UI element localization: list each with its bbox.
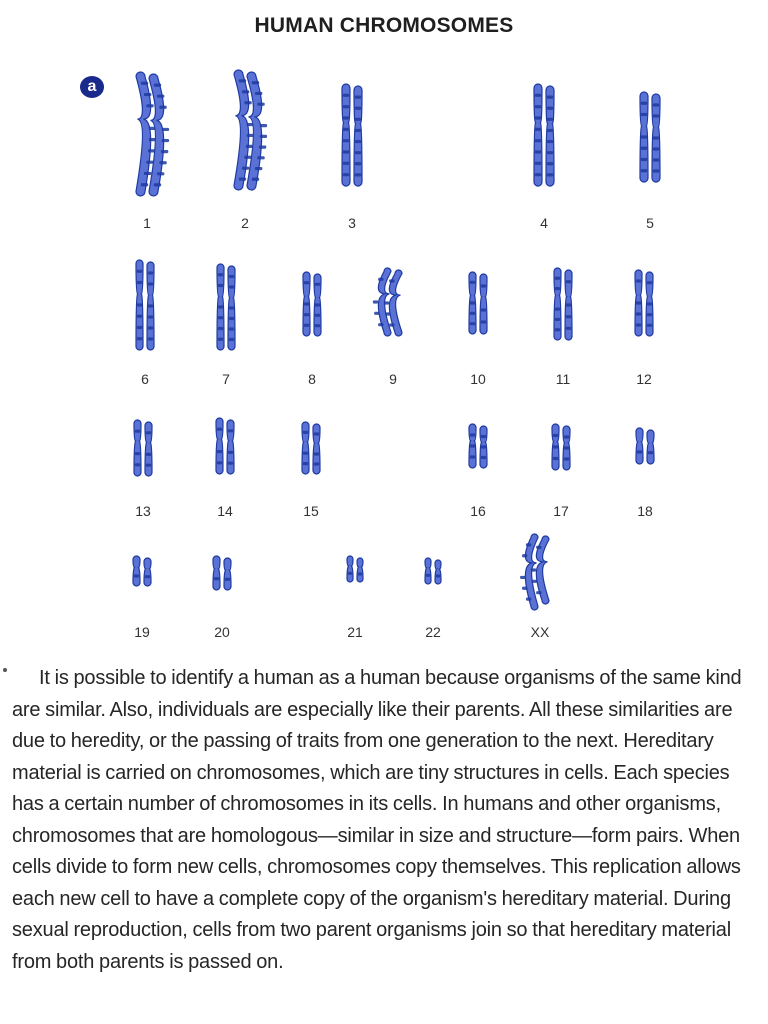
chromosome-band [426, 574, 430, 577]
chromosome-label: 14 [217, 503, 233, 519]
chromosome-label: 10 [470, 371, 486, 387]
chromosome-band [535, 94, 541, 97]
chromatid-left [425, 558, 431, 584]
chromosome-band [252, 178, 259, 181]
chromosome-band [228, 429, 233, 432]
chromosome-band [481, 320, 486, 323]
chromatid-left [216, 418, 223, 474]
chromatid-left [534, 84, 542, 186]
chromosome-pair [469, 424, 487, 468]
chromosome-band [146, 161, 153, 164]
chromosome-band [146, 431, 151, 434]
chromosome-band [555, 308, 560, 311]
chromosome-band [315, 303, 320, 306]
chromatid-right [144, 558, 151, 586]
chromosome-band [566, 327, 571, 330]
chromosome-band [520, 576, 525, 579]
chromosome-pair [552, 424, 570, 470]
chromosome-band [531, 568, 536, 571]
chromosome-band [535, 128, 541, 131]
chromosome-band [135, 430, 140, 433]
chromosome-band [217, 450, 222, 453]
chromosome-band [653, 136, 659, 139]
chromosome-band [389, 279, 394, 282]
chromosome-band [255, 92, 262, 95]
chromosome-band [547, 118, 553, 121]
chromosome-band [470, 444, 475, 447]
chromosome-band [304, 313, 309, 316]
chromosome-pair [136, 72, 169, 196]
chromosome-band [137, 315, 142, 318]
chromosome-band [647, 313, 652, 316]
chromosome-band [148, 282, 153, 285]
chromosome-band [532, 580, 537, 583]
chromosome-band [214, 577, 219, 580]
chromosome-pair [213, 556, 231, 590]
chromosome-band [252, 81, 259, 84]
chromatid-right [227, 420, 234, 474]
chromosome-pair [534, 84, 554, 186]
chromatid-right [313, 424, 320, 474]
chromosome-pair [520, 534, 549, 610]
chromosome-band [303, 431, 308, 434]
chromosome-band [304, 281, 309, 284]
chromosome-label: 1 [143, 215, 151, 231]
chromosome-band [343, 128, 349, 131]
bullet-mark [3, 668, 7, 672]
chromosome-band [641, 158, 647, 161]
chromosome-band [348, 572, 352, 575]
chromosome-band [314, 462, 319, 465]
chromosome-band [314, 432, 319, 435]
chromosome-band [564, 435, 569, 438]
chromosome-band [228, 462, 233, 465]
chromatid-left [302, 422, 309, 474]
chromosome-band [218, 316, 223, 319]
chromosome-label: 5 [646, 215, 654, 231]
chromosome-band [637, 450, 642, 453]
chromosome-band [229, 306, 234, 309]
chromosome-band [315, 283, 320, 286]
chromosome-band [536, 546, 541, 549]
chromosome-pair [373, 268, 402, 336]
chromosome-label: 20 [214, 624, 230, 640]
chromatid-right [357, 558, 363, 582]
chromosome-band [141, 183, 148, 186]
chromosome-band [343, 139, 349, 142]
chromosome-band [144, 93, 151, 96]
chromosome-label: 17 [553, 503, 569, 519]
chromosome-band [343, 173, 349, 176]
chromosome-band [555, 318, 560, 321]
chromosome-band [555, 328, 560, 331]
chromosome-band [648, 451, 653, 454]
chromosome-band [229, 275, 234, 278]
chromosome-band [547, 173, 553, 176]
chromosome-band [145, 575, 150, 578]
chromosome-band [436, 574, 440, 577]
chromosome-pair [342, 84, 362, 186]
chromosome-label: 8 [308, 371, 316, 387]
chromosome-band [355, 118, 361, 121]
chromosome-band [481, 435, 486, 438]
figure-badge: a [80, 76, 104, 98]
chromosome-label: 16 [470, 503, 486, 519]
chromosome-band [470, 322, 475, 325]
chromosome-pair [136, 260, 154, 350]
chromosome-pair [636, 428, 654, 464]
chromosome-band [217, 428, 222, 431]
chromosome-band [553, 445, 558, 448]
chromosome-band [384, 301, 389, 304]
chromosome-band [470, 301, 475, 304]
chromosome-band [535, 139, 541, 142]
chromosome-label: 19 [134, 624, 150, 640]
chromosome-band [148, 315, 153, 318]
chromosome-label: 4 [540, 215, 548, 231]
page-title: HUMAN CHROMOSOMES [254, 14, 514, 37]
chromatid-right [546, 86, 554, 186]
chromosome-band [641, 102, 647, 105]
chromosome-band [566, 315, 571, 318]
chromosome-band [385, 312, 390, 315]
chromosome-band [555, 277, 560, 280]
chromosome-band [157, 172, 164, 175]
chromosome-label: XX [530, 624, 550, 640]
chromosome-band [355, 173, 361, 176]
chromosome-band [257, 156, 264, 159]
chromosome-label: 18 [637, 503, 653, 519]
chromosome-band [146, 104, 153, 107]
chromosome-band [535, 162, 541, 165]
chromosome-band [244, 156, 251, 159]
chromosome-band [564, 457, 569, 460]
chromosome-band [481, 456, 486, 459]
chromosome-band [553, 434, 558, 437]
chromosome-band [547, 140, 553, 143]
chromosome-band [259, 145, 266, 148]
chromosome-band [470, 455, 475, 458]
chromosome-band [522, 587, 527, 590]
chromosome-band [229, 285, 234, 288]
chromosome-band [244, 101, 251, 104]
chromosome-band [653, 103, 659, 106]
chromosome-band [260, 135, 267, 138]
chromosome-band [137, 326, 142, 329]
chromosome-label: 21 [347, 624, 363, 640]
chromatid-left [133, 556, 140, 586]
chromosome-band [135, 452, 140, 455]
chromosome-band [148, 326, 153, 329]
chromosome-band [148, 337, 153, 340]
chromosome-band [555, 287, 560, 290]
chromosome-band [526, 543, 531, 546]
chromosome-pair [302, 422, 320, 474]
chromosome-band [481, 445, 486, 448]
chromosome-band [535, 116, 541, 119]
chromosome-band [378, 278, 383, 281]
chromosome-band [242, 90, 249, 93]
chromosome-band [355, 151, 361, 154]
chromatid-left [347, 556, 353, 582]
chromosome-label: 11 [555, 371, 571, 387]
chromosome-band [522, 554, 527, 557]
chromosome-band [148, 304, 153, 307]
body-paragraph: It is possible to identify a human as a human because organisms of the same kind are similar. Also, individuals are especially like their parents. All these similarities are due to heredity, or the passing of traits from one generation to the next. Hereditary material is carried on chromosomes, which are tiny structures in cells. Each species has a certain number of chromosomes in its cells. In humans and other organisms, chromosomes that are homologous—similar in size and structure—form pairs. When cells divide to form new cells, chromosomes copy themselves. This replication allows each new cell to have a complete copy of the organism's hereditary material. During sexual reproduction, cells from two parent organisms join so that hereditary material from both parents is passed on. [12, 667, 742, 973]
chromosome-label: 13 [135, 503, 151, 519]
chromatid-right [354, 86, 362, 186]
chromosome-band [239, 177, 246, 180]
chromosome-band [315, 324, 320, 327]
chromosome-band [162, 139, 169, 142]
chromosome-band [157, 95, 164, 98]
chromosome-band [547, 107, 553, 110]
chromosome-band [134, 574, 139, 577]
chromosome-band [225, 578, 230, 581]
chromosome-band [564, 446, 569, 449]
chromatid-right [435, 560, 441, 584]
chromosome-band [355, 129, 361, 132]
chromosome-label: 6 [141, 371, 149, 387]
chromosome-band [566, 303, 571, 306]
chromosome-band [260, 124, 267, 127]
chromosome-pair [217, 264, 235, 350]
chromosome-pair [134, 420, 152, 476]
chromosome-band [636, 312, 641, 315]
chromosome-band [146, 453, 151, 456]
chromosome-band [144, 172, 151, 175]
chromosome-band [374, 312, 379, 315]
chromosome-band [641, 169, 647, 172]
chromosome-band [146, 464, 151, 467]
chromosome-band [647, 302, 652, 305]
chromosome-band [547, 129, 553, 132]
chromosome-band [228, 451, 233, 454]
chromosome-band [647, 324, 652, 327]
chromosome-band [229, 327, 234, 330]
chromatid-right [224, 558, 231, 590]
chromosome-band [137, 270, 142, 273]
chromosome-band [159, 106, 166, 109]
chromosome-band [229, 317, 234, 320]
chromosome-band [358, 572, 362, 575]
chromosome-band [148, 271, 153, 274]
chromosome-band [154, 183, 161, 186]
chromosome-band [653, 147, 659, 150]
chromosome-band [636, 279, 641, 282]
chromosome-band [343, 116, 349, 119]
chromatid-left [636, 428, 643, 464]
chromosome-pair [234, 70, 267, 190]
chromosome-band [315, 314, 320, 317]
chromosome-band [343, 150, 349, 153]
chromosome-label: 15 [303, 503, 319, 519]
chromosome-label: 12 [636, 371, 652, 387]
chromosome-band [161, 150, 168, 153]
chromosome-pair [554, 268, 572, 340]
chromosome-band [355, 162, 361, 165]
chromosome-pair [303, 272, 321, 336]
chromatid-left [234, 70, 249, 190]
chromosome-band [141, 82, 148, 85]
chromosome-band [389, 323, 394, 326]
chromosome-band [547, 96, 553, 99]
chromosome-band [355, 107, 361, 110]
chromosome-band [636, 301, 641, 304]
chromosome-pair [635, 270, 653, 336]
chromosome-band [636, 323, 641, 326]
chromatid-left [213, 556, 220, 590]
chromosome-band [641, 113, 647, 116]
chromosome-band [343, 105, 349, 108]
chromosome-pair [216, 418, 234, 474]
chromosome-band [641, 147, 647, 150]
chromosome-band [647, 281, 652, 284]
chromosome-band [137, 303, 142, 306]
chromosome-band [162, 128, 169, 131]
chromatid-right [145, 422, 152, 476]
chromatid-left [134, 420, 141, 476]
chromosome-pair [133, 556, 151, 586]
chromosome-band [218, 305, 223, 308]
chromosome-band [257, 103, 264, 106]
chromosome-band [535, 105, 541, 108]
chromosome-label: 9 [389, 371, 397, 387]
chromosome-band [343, 94, 349, 97]
chromosome-band [535, 150, 541, 153]
chromosome-band [355, 140, 361, 143]
chromosome-band [218, 338, 223, 341]
chromosome-band [218, 273, 223, 276]
chromosome-band [304, 324, 309, 327]
chromosome-band [653, 158, 659, 161]
chromosome-band [373, 300, 378, 303]
chromosome-band [536, 591, 541, 594]
chromatid-right [247, 72, 262, 190]
chromosome-band [229, 338, 234, 341]
chromosome-band [303, 452, 308, 455]
chromosome-band [566, 280, 571, 283]
chromosome-band [535, 173, 541, 176]
chromosome-band [547, 151, 553, 154]
chromosome-pair [347, 556, 363, 582]
chromosome-pair [425, 558, 441, 584]
chromosome-band [239, 79, 246, 82]
chromosome-pair [640, 92, 660, 182]
chromosome-band [653, 169, 659, 172]
chromatid-left [342, 84, 350, 186]
chromosome-band [653, 114, 659, 117]
chromosome-label: 7 [222, 371, 230, 387]
chromatid-right [647, 430, 654, 464]
chromosome-band [218, 327, 223, 330]
chromosome-band [255, 167, 262, 170]
chromosome-band [218, 284, 223, 287]
chromosome-band [470, 312, 475, 315]
chromosome-band [481, 308, 486, 311]
chromosome-band [547, 162, 553, 165]
chromosome-band [137, 281, 142, 284]
chromosome-band [378, 323, 383, 326]
chromosome-label: 22 [425, 624, 441, 640]
chromosome-band [343, 162, 349, 165]
chromatid-left [136, 72, 151, 196]
chromosome-band [355, 96, 361, 99]
chromosome-band [641, 135, 647, 138]
chromosome-band [470, 433, 475, 436]
chromosome-band [481, 284, 486, 287]
chromosome-pair [469, 272, 487, 334]
chromosome-band [314, 452, 319, 455]
chromosome-band [553, 457, 558, 460]
chromosome-band [154, 83, 161, 86]
chromosome-band [303, 462, 308, 465]
chromosome-band [526, 598, 531, 601]
chromatid-right [480, 274, 487, 334]
chromatid-right [149, 74, 164, 196]
chromosome-band [135, 463, 140, 466]
chromosome-band [304, 302, 309, 305]
chromosome-band [137, 337, 142, 340]
chromosome-band [470, 281, 475, 284]
chromosome-band [217, 461, 222, 464]
chromosome-band [242, 167, 249, 170]
chromosome-band [159, 161, 166, 164]
chromosome-label: 2 [241, 215, 249, 231]
chromosome-label: 3 [348, 215, 356, 231]
